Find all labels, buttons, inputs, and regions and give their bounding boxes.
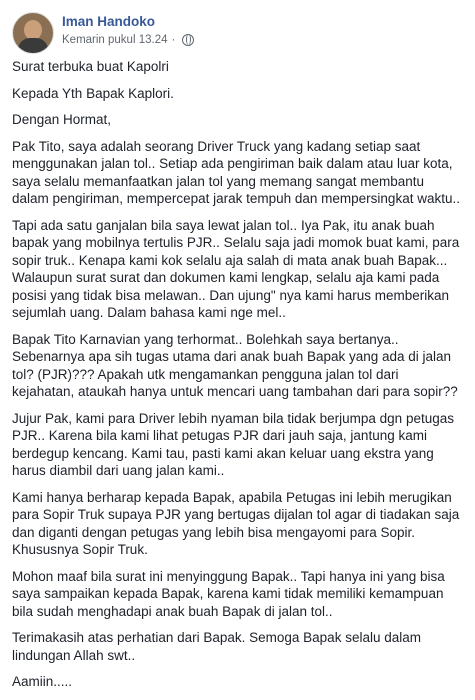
avatar[interactable]: [12, 12, 54, 54]
avatar-body: [18, 38, 48, 54]
author-name[interactable]: Iman Handoko: [62, 14, 156, 29]
post-paragraph: Pak Tito, saya adalah seorang Driver Truck yang kadang setiap saat menggunakan jalan tol.. Setiap ada pengiriman baik dalam atau luar kota, saya selalu memanfaatkan jalan tol yang memang sangat membantu dalam pengiriman, mempercepat jarak tempuh dan mempersingkat waktu..: [12, 138, 460, 206]
post-paragraph: Mohon maaf bila surat ini menyinggung Bapak.. Tapi hanya ini yang bisa saya sampaikan kepada Bapak, karena kami tidak memiliki kemampuan bila sudah menghadapi anak buah Bapak di jalan tol..: [12, 568, 445, 619]
meta-separator: ·: [171, 34, 176, 46]
post-timestamp[interactable]: Kemarin pukul 13.24: [62, 34, 168, 46]
post-paragraph: Jujur Pak, kami para Driver lebih nyaman bila tidak berjumpa dgn petugas PJR.. Karena bila kami lihat petugas PJR dari jauh saja, jantung kami berdegup kencang. Kami tau, pasti kami akan keluar uang ekstra yang harus diambil dari uang jalan kami..: [12, 410, 454, 478]
post-paragraph: Kepada Yth Bapak Kaplori.: [12, 85, 174, 101]
post-paragraph: Terimakasih atas perhatian dari Bapak. Semoga Bapak selalu dalam lindungan Allah swt..: [12, 630, 421, 663]
post-paragraph: Tapi ada satu ganjalan bila saya lewat jalan tol.. Iya Pak, itu anak buah bapak yang mobilnya tertulis PJR.. Selalu saja jadi momok buat kami, para sopir truk.. Kenapa kami kok selalu aja salah di mata anak buah Bapak... Walaupun surat surat dan dokumen kami lengkap, selalu aja kami pada posisi yang tidak bisa melawan.. Dan ujung" nya kami harus memberikan sejumlah uang. Dalam bahasa kami nge mel..: [12, 217, 460, 320]
post-body: [12, 58, 462, 700]
avatar-face: [24, 20, 42, 40]
post-paragraph: Bapak Tito Karnavian yang terhormat.. Bolehkah saya bertanya.. Sebenarnya apa sih tugas utama dari anak buah Bapak yang ada di jalan tol? (PJR)??? Apakah utk mengamankan pengguna jalan tol dari kejahatan, ataukah hanya untuk mencari uang tambahan dari para sopir??: [12, 331, 458, 399]
post-meta: [62, 34, 194, 46]
post-paragraph: Dengan Hormat,: [12, 112, 112, 127]
post-paragraph: Aamiin.....: [12, 674, 73, 689]
post-header: [12, 12, 462, 54]
post-paragraph: Kami hanya berharap kepada Bapak, apabila Petugas ini lebih merugikan para Sopir Truk supaya PJR yang bertugas dijalan tol agar di tiadakan saja dan diganti dengan petugas yang lebih bisa mengayomi para Sopir. Khususnya Sopir Truk.: [12, 489, 460, 557]
globe-icon[interactable]: [182, 34, 194, 46]
post-paragraph: Surat terbuka buat Kapolri: [12, 59, 169, 74]
